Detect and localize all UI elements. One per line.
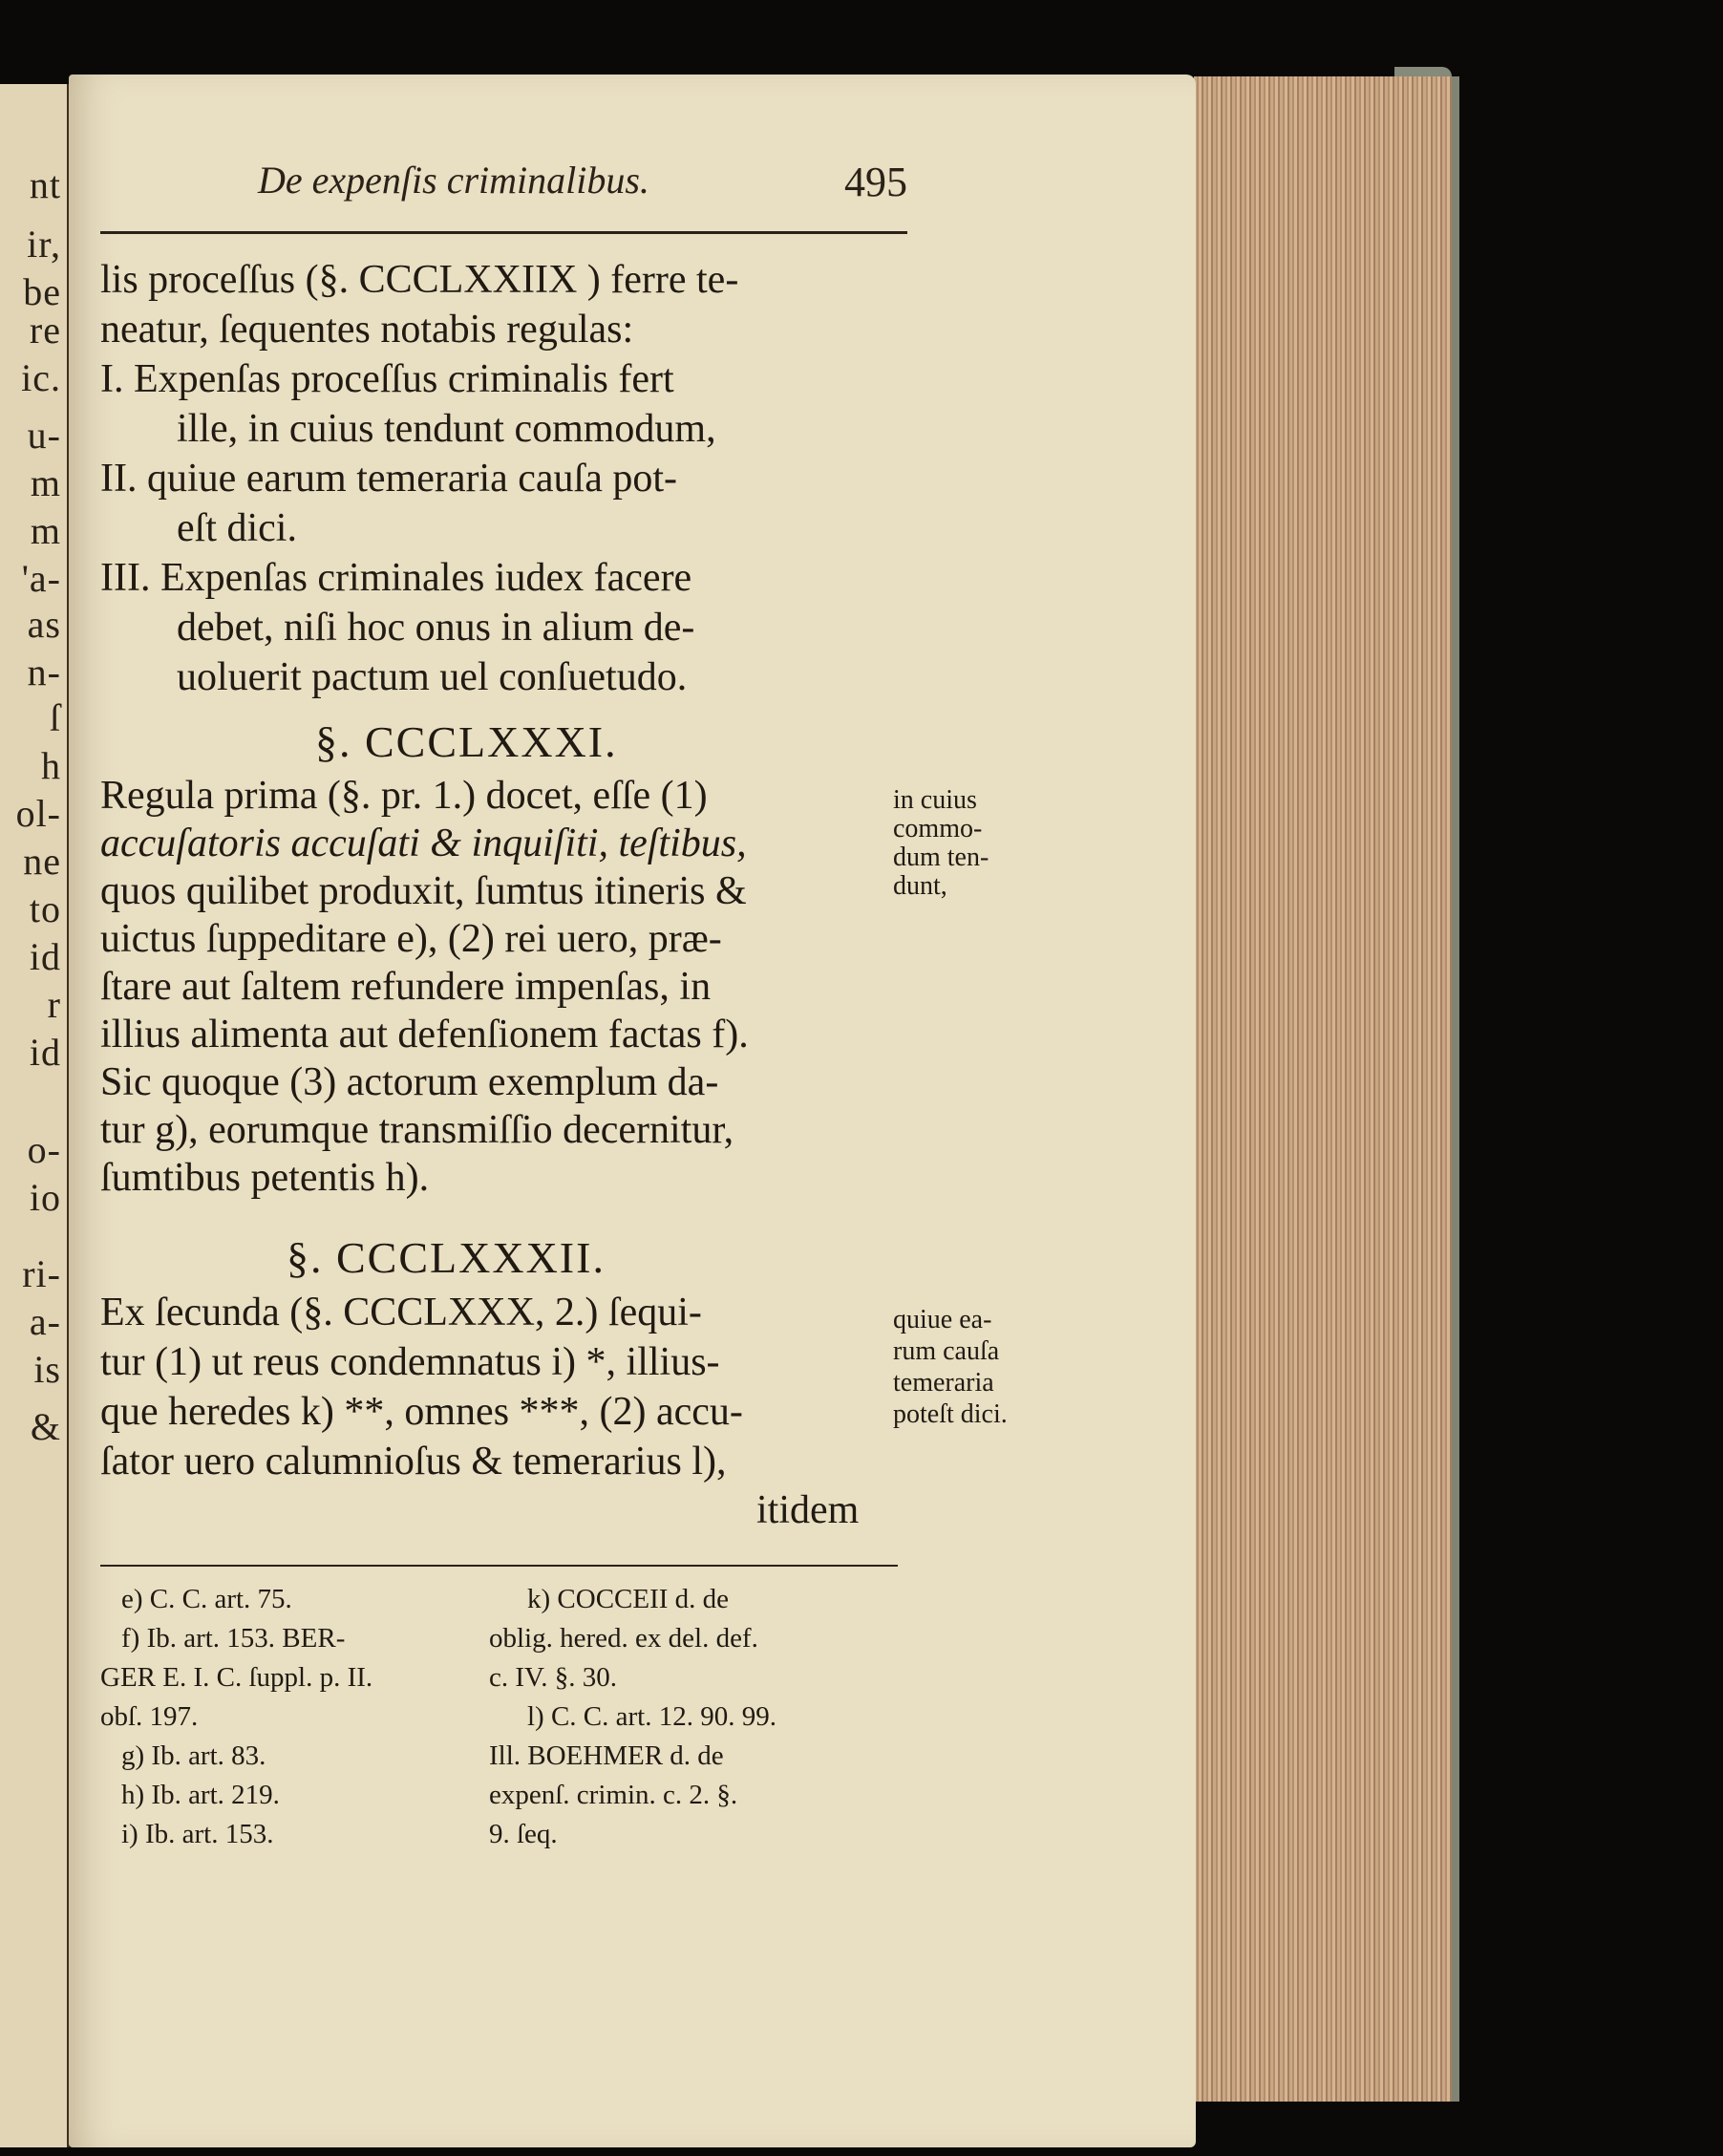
previous-page-text-fragment: ſ: [49, 696, 61, 739]
previous-page-edge: [0, 84, 70, 2147]
previous-page-text-fragment: &: [30, 1405, 61, 1448]
previous-page-text-fragment: m: [30, 509, 61, 552]
footnote-line: expenſ. crimin. c. 2. §.: [489, 1780, 738, 1810]
footnote-line: e) C. C. art. 75.: [121, 1584, 292, 1614]
body-text-line: ſator uero calumnioſus & temerarius l),: [100, 1440, 727, 1484]
body-text-line: I. Expenſas proceſſus criminalis fert: [100, 357, 674, 401]
body-text-line: uictus ſuppeditare e), (2) rei uero, præ-: [100, 917, 722, 961]
previous-page-text-fragment: u-: [27, 414, 61, 457]
footnote-line: Ill. BOEHMER d. de: [489, 1740, 724, 1771]
page-number: 495: [844, 159, 907, 205]
margin-note-line: commo-: [893, 814, 983, 843]
margin-note-line: rum cauſa: [893, 1336, 1000, 1366]
previous-page-text-fragment: r: [47, 983, 61, 1026]
footnote-line: i) Ib. art. 153.: [121, 1819, 274, 1849]
previous-page-text-fragment: is: [33, 1348, 61, 1391]
body-text-line: ſumtibus petentis h).: [100, 1156, 430, 1200]
body-text-line: quos quilibet produxit, ſumtus itineris &: [100, 869, 747, 913]
previous-page-text-fragment: nt: [29, 163, 61, 206]
body-text-line: eſt dici.: [177, 506, 297, 550]
page-fore-edge: [1194, 76, 1459, 2102]
previous-page-text-fragment: a-: [29, 1300, 61, 1343]
body-text-line: illius alimenta aut defenſionem factas f).: [100, 1013, 749, 1057]
footnote-line: l) C. C. art. 12. 90. 99.: [527, 1701, 776, 1732]
previous-page-text-fragment: ri-: [22, 1252, 61, 1295]
previous-page-text-fragment: n-: [27, 651, 61, 694]
header-rule: [100, 231, 907, 234]
footnote-line: oblig. hered. ex del. def.: [489, 1623, 758, 1654]
previous-page-text-fragment: h: [41, 744, 61, 787]
margin-note-line: poteſt dici.: [893, 1399, 1008, 1429]
body-text-line: lis proceſſus (§. CCCLXXIIX ) ferre te-: [100, 258, 739, 302]
body-text-line: III. Expenſas criminales iudex facere: [100, 556, 692, 600]
body-text-line: debet, niſi hoc onus in alium de-: [177, 606, 695, 650]
body-text-line: Ex ſecunda (§. CCCLXXX, 2.) ſequi-: [100, 1291, 702, 1334]
margin-note-line: quiue ea-: [893, 1305, 992, 1334]
catchword: itidem: [756, 1488, 860, 1532]
previous-page-text-fragment: re: [29, 309, 61, 352]
footnote-line: f) Ib. art. 153. BER-: [121, 1623, 346, 1654]
body-text-line: tur g), eorumque transmiſſio decernitur,: [100, 1108, 734, 1152]
body-text-line: ſtare aut ſaltem refundere impenſas, in: [100, 965, 712, 1009]
previous-page-text-fragment: ol-: [15, 792, 61, 835]
footnote-line: g) Ib. art. 83.: [121, 1740, 266, 1771]
footnote-line: GER E. I. C. ſuppl. p. II.: [100, 1662, 373, 1693]
body-text-line: neatur, ſequentes notabis regulas:: [100, 308, 634, 352]
running-head: [258, 158, 907, 215]
footnote-line: k) COCCEII d. de: [527, 1584, 730, 1614]
previous-page-text-fragment: io: [29, 1176, 61, 1219]
body-text-line: tur (1) ut reus condemnatus i) *, illius-: [100, 1340, 720, 1384]
footnote-line: h) Ib. art. 219.: [121, 1780, 280, 1810]
footnote-rule: [100, 1565, 898, 1567]
section-heading: §. CCCLXXXII.: [287, 1233, 606, 1282]
body-text-line: que heredes k) **, omnes ***, (2) accu-: [100, 1390, 743, 1434]
previous-page-text-fragment: to: [29, 887, 61, 930]
previous-page-text-fragment: as: [27, 603, 61, 646]
previous-page-text-fragment: be: [23, 270, 61, 313]
margin-note-line: in cuius: [893, 785, 977, 815]
footnote-line: obſ. 197.: [100, 1701, 199, 1732]
body-text-line: Regula prima (§. pr. 1.) docet, eſſe (1): [100, 774, 708, 818]
previous-page-text-fragment: id: [29, 935, 61, 978]
previous-page-text-fragment: m: [30, 461, 61, 504]
margin-note-line: temeraria: [893, 1368, 994, 1398]
body-text-line: II. quiue earum temeraria cauſa pot-: [100, 457, 678, 501]
previous-page-text-fragment: id: [29, 1031, 61, 1074]
previous-page-text-fragment: ic.: [21, 356, 61, 399]
margin-note-line: dum ten-: [893, 843, 989, 872]
footnote-line: 9. ſeq.: [489, 1819, 558, 1849]
footnote-line: c. IV. §. 30.: [489, 1662, 617, 1693]
body-text-line: uoluerit pactum uel conſuetudo.: [177, 655, 688, 699]
body-text-line: Sic quoque (3) actorum exemplum da-: [100, 1060, 719, 1104]
previous-page-text-fragment: o-: [27, 1128, 61, 1171]
margin-note-line: dunt,: [893, 871, 947, 901]
section-heading: §. CCCLXXXI.: [315, 717, 618, 766]
previous-page-text-fragment: ne: [23, 840, 61, 883]
body-text-line: ille, in cuius tendunt commodum,: [177, 407, 716, 451]
body-text-line: accuſatoris accuſati & inquiſiti, teſtibus,: [100, 822, 747, 865]
previous-page-text-fragment: 'a-: [21, 557, 61, 600]
running-title: De expenſis criminalibus.: [258, 159, 649, 202]
previous-page-text-fragment: ir,: [27, 223, 61, 266]
